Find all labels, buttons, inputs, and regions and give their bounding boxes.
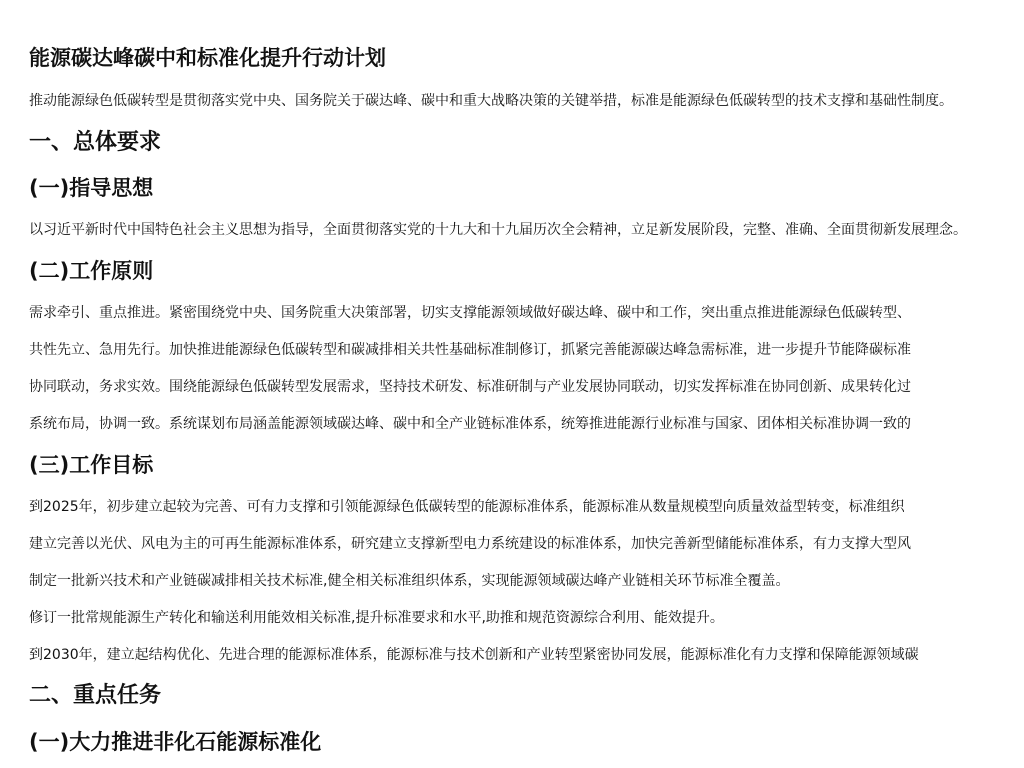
- principle-item: 系统布局，协调一致。系统谋划布局涵盖能源领域碳达峰、碳中和全产业链标准体系，统筹推进能源行业标准与国家、团体相关标准协调一致的: [29, 416, 911, 432]
- document-title: 能源碳达峰碳中和标准化提升行动计划: [29, 46, 386, 70]
- principle-item: 共性先立、急用先行。加快推进能源绿色低碳转型和碳减排相关共性基础标准制修订，抓紧完善能源碳达峰急需标准，进一步提升节能降碳标准: [29, 342, 911, 358]
- subsection-heading-work-principles: (二)工作原则: [29, 259, 154, 283]
- goal-item: 到2030年，建立起结构优化、先进合理的能源标准体系，能源标准与技术创新和产业转型紧密协同发展，能源标准化有力支撑和保障能源领域碳: [29, 647, 919, 663]
- goal-item: 到2025年，初步建立起较为完善、可有力支撑和引领能源绿色低碳转型的能源标准体系，能源标准从数量规模型向质量效益型转变，标准组织: [29, 499, 905, 515]
- guiding-ideology-paragraph: 以习近平新时代中国特色社会主义思想为指导，全面贯彻落实党的十九大和十九届历次全会精神，立足新发展阶段，完整、准确、全面贯彻新发展理念。: [29, 222, 967, 238]
- section-heading-key-tasks: 二、重点任务: [29, 683, 162, 708]
- intro-paragraph: 推动能源绿色低碳转型是贯彻落实党中央、国务院关于碳达峰、碳中和重大战略决策的关键举措，标准是能源绿色低碳转型的技术支撑和基础性制度。: [29, 93, 953, 109]
- principle-item: 需求牵引、重点推进。紧密围绕党中央、国务院重大决策部署，切实支撑能源领域做好碳达峰、碳中和工作，突出重点推进能源绿色低碳转型、: [29, 305, 911, 321]
- subsection-heading-guiding-ideology: (一)指导思想: [29, 176, 154, 200]
- goal-item: 修订一批常规能源生产转化和输送利用能效相关标准,提升标准要求和水平,助推和规范资源综合利用、能效提升。: [29, 610, 724, 626]
- subsection-heading-non-fossil-energy: (一)大力推进非化石能源标准化: [29, 730, 322, 754]
- section-heading-overall-requirements: 一、总体要求: [29, 130, 162, 155]
- goal-item: 建立完善以光伏、风电为主的可再生能源标准体系，研究建立支撑新型电力系统建设的标准体系，加快完善新型储能标准体系，有力支撑大型风: [29, 536, 911, 552]
- goal-item: 制定一批新兴技术和产业链碳减排相关技术标准,健全相关标准组织体系，实现能源领域碳达峰产业链相关环节标准全覆盖。: [29, 573, 790, 589]
- subsection-heading-work-goals: (三)工作目标: [29, 453, 154, 477]
- principle-item: 协同联动，务求实效。围绕能源绿色低碳转型发展需求，坚持技术研发、标准研制与产业发展协同联动，切实发挥标准在协同创新、成果转化过: [29, 379, 911, 395]
